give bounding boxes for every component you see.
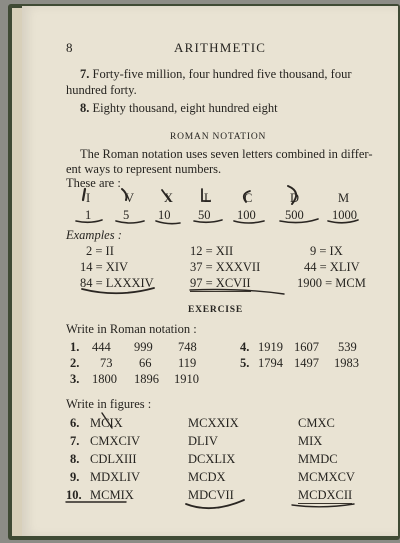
pencil-underline-50 [194,220,222,222]
exercise-3-b: 1896 [134,372,159,386]
exercise-4-a: 1919 [258,340,283,354]
write-roman-label: Write in Roman notation : [66,322,197,336]
exercise-6-b: MCXXIX [188,416,239,430]
example-r2-c2: 37 = XXXVII [190,260,261,274]
value-1: 1 [85,208,92,222]
example-r2-c1: 14 = XIV [80,260,129,274]
letter-v: V [125,191,135,205]
exercise-10-a: MCMIX [90,488,134,502]
pencil-curve-example-84 [82,288,154,293]
value-5: 5 [123,208,130,222]
letter-c: C [244,191,253,205]
problem-8: 8. Eighty thousand, eight hundred eight [80,101,278,115]
exercise-3-number: 3. [70,372,80,386]
pencil-stroke-c [244,191,250,202]
exercise-7-number: 7. [70,434,80,448]
exercise-2-b: 66 [139,356,152,370]
example-r1-c1: 2 = II [86,244,114,258]
pencil-underline-1000 [328,220,358,223]
exercise-4-b: 1607 [294,340,319,354]
pencil-underline-5 [116,221,144,223]
exercise-5-b: 1497 [294,356,319,370]
exercise-9-c: MCMXCV [298,470,355,484]
intro-line-2: ent ways to represent numbers. [66,162,222,176]
exercise-1-b: 999 [134,340,153,354]
examples-label: Examples : [66,228,122,242]
exercise-8-b: DCXLIX [188,452,236,466]
pencil-underline-1 [76,220,102,222]
example-r1-c2: 12 = XII [190,244,234,258]
exercise-1-a: 444 [92,340,111,354]
exercise-4-c: 539 [338,340,357,354]
pencil-underline-500 [280,219,318,223]
exercise-5-a: 1794 [258,356,283,370]
letter-i: I [86,191,91,205]
exercise-9-a: MDXLIV [90,470,140,484]
exercise-6-number: 6. [70,416,80,430]
write-figures-label: Write in figures : [66,397,152,411]
exercise-2-number: 2. [70,356,80,370]
exercise-3-a: 1800 [92,372,117,386]
exercise-9-b: MCDX [188,470,226,484]
exercise-8-c: MMDC [298,452,338,466]
pencil-stroke-l [202,189,210,201]
exercise-1-c: 748 [178,340,197,354]
pencil-curve-mcdxcii [292,504,354,507]
exercise-4-number: 4. [240,340,250,354]
exercise-10-b: MDCVII [188,488,234,502]
letter-m: M [338,191,350,205]
problem-7-continued: hundred forty. [66,83,137,97]
example-r3-c3: 1900 = MCM [297,276,366,290]
pencil-stroke-d [288,186,296,204]
exercise-7-b: DLIV [188,434,218,448]
exercise-10-number: 10. [66,488,82,502]
exercise-7-a: CMXCIV [90,434,141,448]
exercise-3-c: 1910 [174,372,199,386]
pencil-stroke-v [122,189,127,200]
book-page [22,6,398,536]
pencil-underline-100 [234,221,264,223]
exercise-6-a: MCIX [90,416,123,430]
letter-x: X [164,191,174,205]
section-title: ROMAN NOTATION [170,132,267,142]
value-50: 50 [198,208,211,222]
example-r3-c1: 84 = LXXXIV [80,276,154,290]
problem-7: 7. Forty-five million, four hundred five thousand, four [80,67,352,81]
example-r3-c2: 97 = XCVII [190,276,251,290]
exercise-2-c: 119 [178,356,197,370]
pencil-stroke-x [162,190,170,201]
exercise-9-number: 9. [70,470,80,484]
value-10: 10 [158,208,171,222]
exercise-2-a: 73 [100,356,113,370]
value-1000: 1000 [332,208,357,222]
intro-line-3: These are : [66,176,121,190]
exercise-10-c: MCDXCII [298,488,353,502]
letter-l: L [204,191,212,205]
exercise-8-a: CDLXIII [90,452,137,466]
running-title: ARITHMETIC [174,40,267,55]
exercise-6-c: CMXC [298,416,335,430]
exercise-7-c: MIX [298,434,323,448]
exercise-5-number: 5. [240,356,250,370]
example-r2-c3: 44 = XLIV [304,260,360,274]
pencil-stroke-i [83,189,85,200]
pencil-line-example-97 [190,290,284,295]
value-500: 500 [285,208,304,222]
pencil-underline-10 [156,221,180,224]
exercise-1-number: 1. [70,340,80,354]
pencil-mark-mcix [102,413,112,428]
example-r1-c3: 9 = IX [310,244,343,258]
pencil-marks [22,6,398,536]
exercise-8-number: 8. [70,452,80,466]
pencil-curve-mdcvii [186,500,244,508]
letter-d: D [290,191,300,205]
exercise-title: EXERCISE [188,305,243,315]
page-number: 8 [66,40,73,55]
value-100: 100 [237,208,256,222]
exercise-5-c: 1983 [334,356,359,370]
intro-line-1: The Roman notation uses seven letters combined in differ- [80,147,373,161]
